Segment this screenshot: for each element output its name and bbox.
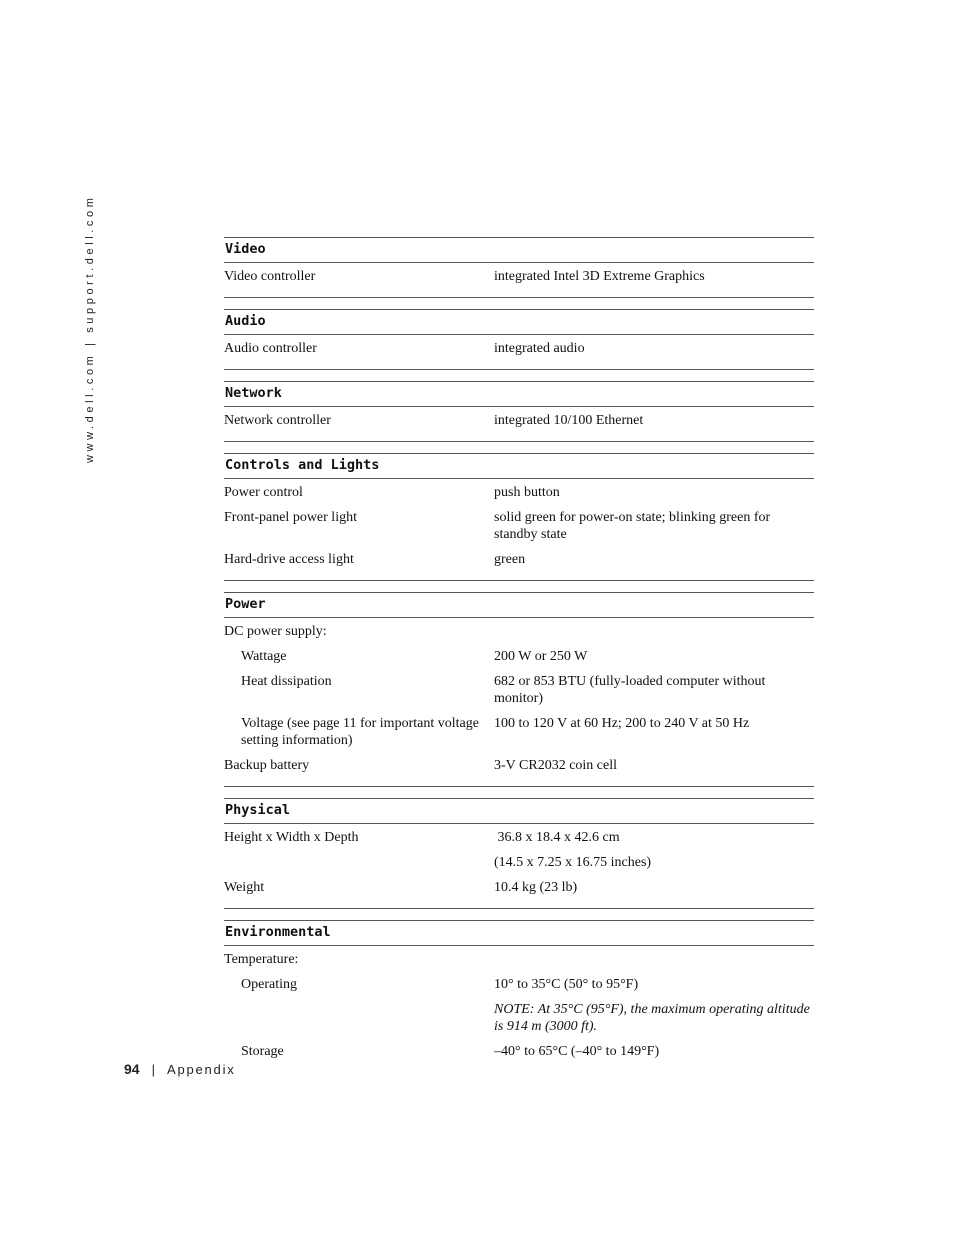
spec-value: 200 W or 250 W [494,649,588,664]
spec-label: Audio controller [224,341,317,356]
spec-label: Wattage [241,649,287,664]
spec-value: integrated 10/100 Ethernet [494,413,644,428]
spec-label [224,1001,494,1035]
spec-value: 36.8 x 18.4 x 42.6 cm [494,830,620,845]
spec-row [224,947,814,972]
spec-label [224,854,494,871]
spec-label: DC power supply: [224,624,327,639]
footer-section: Appendix [166,1062,236,1077]
spec-label: Weight [224,880,265,895]
section-controls-and-lights [224,453,814,581]
section-title: Environmental [224,920,814,946]
spec-label: Hard-drive access light [224,552,354,567]
note-text: NOTE: At 35°C (95°F), the maximum operating altitude is 914 m (3000 ft). [494,1002,810,1034]
spec-label: Voltage (see page 11 for important voltage setting information) [241,716,479,748]
spec-value: 3-V CR2032 coin cell [494,758,618,773]
section-physical [224,798,814,909]
spec-value: solid green for power-on state; blinking green for standby state [494,510,771,542]
section-title: Network [224,381,814,407]
spec-label: Power control [224,485,303,500]
spec-value: green [494,552,526,567]
section-title: Audio [224,309,814,335]
spec-label: Heat dissipation [241,674,332,689]
spec-row [224,547,814,572]
spec-label: Operating [241,977,297,992]
spec-row [224,264,814,289]
spec-table [224,237,814,1083]
spec-value: 682 or 853 BTU (fully-loaded computer without monitor) [494,674,766,706]
spec-label: Network controller [224,413,331,428]
spec-label: Backup battery [224,758,310,773]
spec-value: 100 to 120 V at 60 Hz; 200 to 240 V at 50 Hz [494,716,750,731]
section-video [224,237,814,298]
spec-row [224,711,814,753]
section-environmental [224,920,814,1072]
spec-row [224,997,814,1039]
section-title: Power [224,592,814,618]
spec-value: push button [494,485,560,500]
spec-label: Front-panel power light [224,510,357,525]
spec-value: integrated audio [494,341,585,356]
spec-label: Storage [241,1044,284,1059]
spec-row [224,480,814,505]
side-url: www.dell.com | support.dell.com [84,194,96,463]
spec-value: –40° to 65°C (–40° to 149°F) [494,1044,660,1059]
spec-row [224,619,814,644]
page-footer [124,1061,236,1077]
spec-row [224,669,814,711]
section-network [224,381,814,442]
spec-row [224,1039,814,1064]
spec-row [224,336,814,361]
spec-value: (14.5 x 7.25 x 16.75 inches) [494,855,652,870]
section-title: Physical [224,798,814,824]
spec-label: Height x Width x Depth [224,830,359,845]
footer-separator: | [151,1062,155,1077]
spec-value: integrated Intel 3D Extreme Graphics [494,269,705,284]
spec-label: Video controller [224,269,316,284]
spec-value [494,951,814,968]
page-number: 94 [124,1061,140,1077]
spec-row [224,875,814,900]
spec-value [494,623,814,640]
section-title: Video [224,237,814,263]
spec-value: 10.4 kg (23 lb) [494,880,578,895]
section-power [224,592,814,787]
section-title: Controls and Lights [224,453,814,479]
spec-row [224,505,814,547]
spec-row [224,644,814,669]
spec-row [224,408,814,433]
spec-value: 10° to 35°C (50° to 95°F) [494,977,639,992]
spec-row [224,825,814,850]
spec-row [224,850,814,875]
section-audio [224,309,814,370]
spec-row [224,753,814,778]
spec-label: Temperature: [224,952,299,967]
spec-row [224,972,814,997]
